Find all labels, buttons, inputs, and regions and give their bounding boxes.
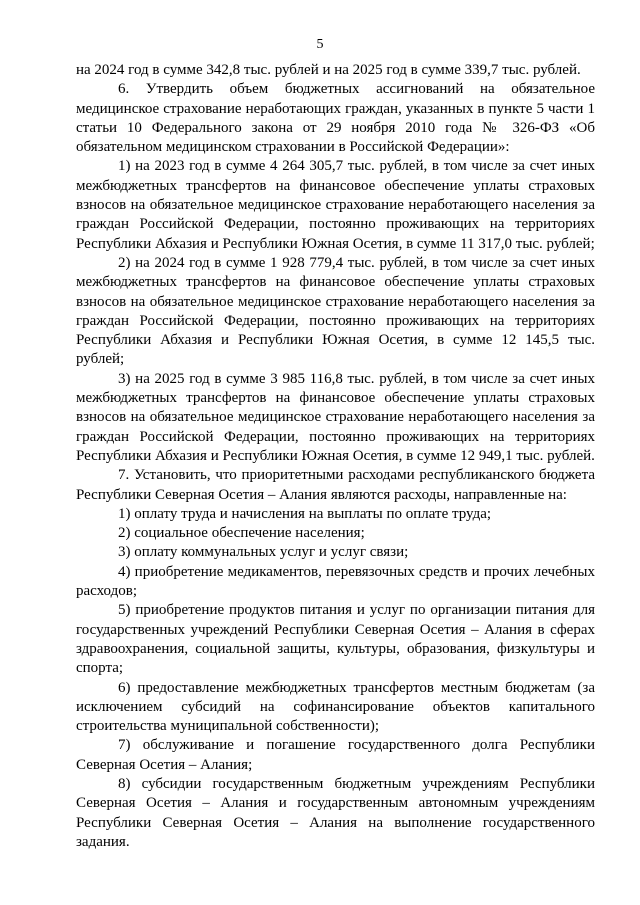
paragraph-item-6: 6. Утвердить объем бюджетных ассигнований на обязательное медицинское страхование неработающих граждан, указанных в пункте 5 части 1 статьи 10 Федерального закона от 29 ноября 2010 года № 326-ФЗ «Об обязательном медицинском страховании в Российской Федерации»: [76,81,595,156]
document-body [76,61,595,852]
page-number: 5 [316,37,324,52]
list-item-3: 3) оплату коммунальных услуг и услуг связи; [118,544,409,561]
paragraph-subitem-2025: 3) на 2025 год в сумме 3 985 116,8 тыс. рублей, в том числе за счет иных межбюджетных трансфертов на финансовое обеспечение уплаты страховых взносов на обязательное медицинское страхование неработающего населения за граждан Российской Федерации, постоянно проживающих на территориях Республики Абхазия и Республики Южная Осетия, в сумме 12 949,1 тыс. рублей. [76,370,595,464]
paragraph-subitem-2023: 1) на 2023 год в сумме 4 264 305,7 тыс. рублей, в том числе за счет иных межбюджетных трансфертов на финансовое обеспечение уплаты страховых взносов на обязательное медицинское страхование неработающего населения за граждан Российской Федерации, постоянно проживающих на территориях Республики Абхазия и Республики Южная Осетия, в сумме 11 317,0 тыс. рублей; [76,158,595,252]
list-item-6: 6) предоставление межбюджетных трансфертов местным бюджетам (за исключением субсидий на софинансирование объектов капитального строительства муниципальной собственности); [76,679,595,735]
list-item-5: 5) приобретение продуктов питания и услуг по организации питания для государственных учреждений Республики Северная Осетия – Алания в сферах здравоохранения, социальной защиты, культуры, образования, физкультуры и спорта; [76,602,595,677]
list-item-1: 1) оплату труда и начисления на выплаты по оплате труда; [118,505,492,522]
list-item-7: 7) обслуживание и погашение государственного долга Республики Северная Осетия – Алания; [76,737,595,773]
list-item-8: 8) субсидии государственным бюджетным учреждениям Республики Северная Осетия – Алания и государственным автономным учреждениям Республики Северная Осетия – Алания на выполнение государственного задания. [76,775,595,850]
paragraph-item-7: 7. Установить, что приоритетными расходами республиканского бюджета Республики Северная Осетия – Алания являются расходы, направленные на: [76,467,595,503]
paragraph-continuation: на 2024 год в сумме 342,8 тыс. рублей и на 2025 год в сумме 339,7 тыс. рублей. [76,62,581,78]
paragraph-subitem-2024: 2) на 2024 год в сумме 1 928 779,4 тыс. рублей, в том числе за счет иных межбюджетных трансфертов на финансовое обеспечение уплаты страховых взносов на обязательное медицинское страхование неработающего населения за граждан Российской Федерации, постоянно проживающих на территориях Республики Абхазия и Республики Южная Осетия, в сумме 12 145,5 тыс. рублей; [76,254,595,368]
list-item-2: 2) социальное обеспечение населения; [118,525,365,542]
list-item-4: 4) приобретение медикаментов, перевязочных средств и прочих лечебных расходов; [76,563,595,600]
